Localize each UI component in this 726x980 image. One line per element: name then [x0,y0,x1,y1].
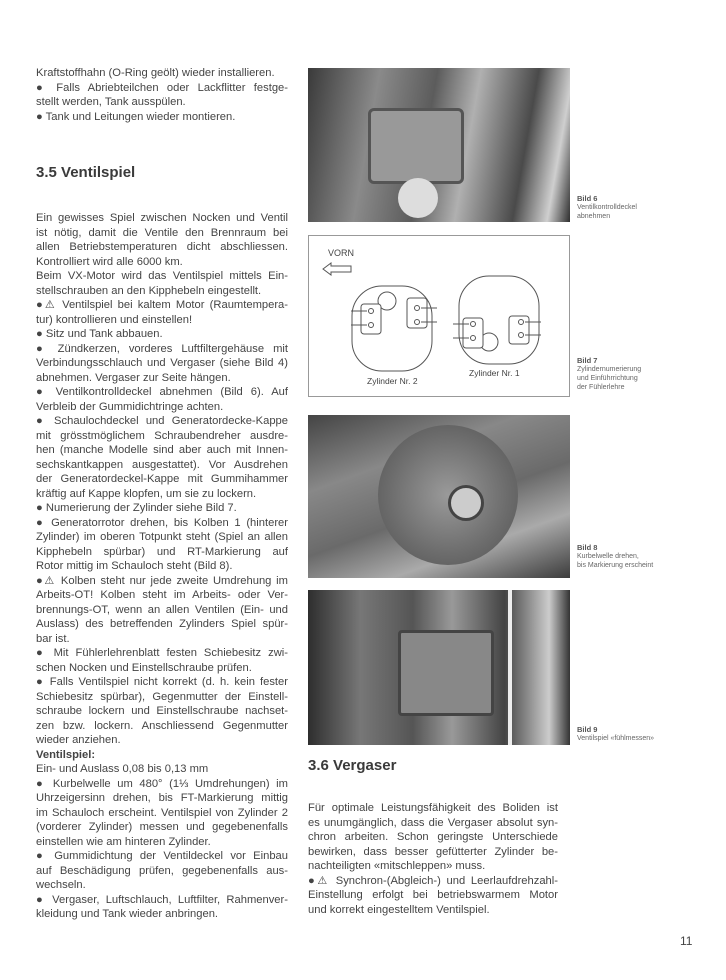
front-label: VORN [328,248,355,258]
photo-bild-8 [308,415,570,578]
text-line: kräftig auf Kappe klopfen, um sie zu lockern. [36,487,257,500]
text-line: nachteiligten «mitschleppen» muss. [308,860,486,872]
caption-bild-6 [577,194,637,221]
section-heading-ventilspiel: 3.5 Ventilspiel [36,164,136,181]
text-line: Ventilspiel: [36,748,96,761]
text-line: sechskantkappen ausgestattet). Vor Ausdrehen [36,458,288,471]
text-line: ● Ventilkontrolldeckel abnehmen (Bild 6). Auf [36,386,288,398]
text-line: Uhrzeigersinn drehen, bis FT-Markierung mittig [36,792,288,804]
caption-title: Bild 9 [577,725,598,734]
text-line: ● Vergaser, Luftschlauch, Luftfilter, Rahmenver- [36,893,288,906]
front-arrow-icon [323,263,351,275]
text-line: Verbleib der Gummidichtringe achten. [36,400,224,413]
text-line: mit grösstmöglichem Schraubendreher ausdre- [36,429,288,442]
text-line: Arbeits-OT! Kolben steht im Arbeits- oder Ver- [36,589,288,601]
caption-bild-7 [577,356,641,392]
caption-line: Ventilspiel «fühlmessen» [577,735,655,742]
text-line: ● Generatorrotor drehen, bis Kolben 1 (hinterer [36,516,288,529]
text-line: ●⚠ Kolben steht nur jede zweite Umdrehung im [36,574,288,587]
text-line: Beim VX-Motor wird das Ventilspiel mittels Ein- [36,270,288,282]
caption-line: der Fühlerlehre [577,384,625,391]
text-line: (vorderer Zylinder) messen und gegebenenfalls [36,821,288,833]
text-line: zen bzw. lockern. Anschliessend Gegenmutter [36,719,288,732]
text-line: ● Falls Abriebteilchen oder Lackflitter festge- [36,81,288,94]
diagram-bild-7 [308,235,570,397]
text-line: ●⚠ Synchron-(Abgleich-) und Leerlaufdrehzahl- [308,874,558,887]
text-line: ● Tank und Leitungen wieder montieren. [36,110,236,123]
text-line: Für optimale Leistungsfähigkeit des Boliden ist [308,802,558,814]
text-line: wechseln. [36,879,86,891]
caption-bild-9 [577,725,654,743]
ventilspiel-text [36,211,288,922]
text-line: hen (manche Modelle sind aber auch mit Innen- [36,444,288,456]
text-line: ● Gummidichtung der Ventildeckel vor Einbau [36,850,288,862]
caption-title: Bild 7 [577,356,598,365]
text-line: Auslass) des betreffenden Zylinders Spiel spür- [36,618,288,630]
text-line: stellt werden, Tank ausspülen. [36,96,186,108]
text-line: brennungs-OT, wenn an allen Ventilen (Ein- und [36,603,288,616]
text-line: kleidung und Tank wieder anbringen. [36,908,219,920]
text-line: chron arbeiten. Schon geringste Unterschiede [308,831,558,843]
text-line: ●⚠ Ventilspiel bei kaltem Motor (Raumtempera- [36,299,288,311]
text-line: stellschrauben an den Kipphebeln eingestellt. [36,284,262,297]
text-line: einstellen wie am hinteren Zylinder. [36,835,211,848]
caption-bild-8 [577,543,653,570]
text-line: und korrekt eingestelltem Ventilspiel. [308,903,490,916]
text-line: Zylinder) im oberen Totpunkt steht (Spiel an allen [36,531,288,543]
text-line: ● Falls Ventilspiel nicht korrekt (d. h. kein fester [36,676,288,688]
text-line: Einstellung erfolgt bei betriebswarmem Motor [308,889,558,901]
text-line: tur) kontrollieren und einstellen! [36,313,193,326]
text-line: allen Betriebstemperaturen dicht abschliessen. [36,241,288,253]
text-line: im Schauloch erscheint. Ventilspiel von Zylinder 2 [36,806,288,819]
caption-title: Bild 6 [577,194,598,203]
text-line: ist nötig, damit die Ventile den Brennraum bei [36,226,288,239]
text-line: Kraftstoffhahn (O-Ring geölt) wieder installieren. [36,67,275,79]
page-number: 11 [680,934,693,948]
text-line: ● Sitz und Tank abbauen. [36,328,163,340]
intro-text [36,66,288,124]
caption-line: Zylindernumerierung [577,366,642,373]
text-line: bewirken, dass besser gefütterter Zylinder be- [308,845,558,858]
caption-line: Kurbelwelle drehen, [577,553,639,560]
text-line: Schiebesitz spürbar), Gegenmutter der Einstell- [36,690,288,703]
cylinder-1-label: Zylinder Nr. 1 [469,368,520,378]
text-line: ● Numerierung der Zylinder siehe Bild 7. [36,502,237,514]
caption-title: Bild 8 [577,543,598,552]
text-line: ● Zündkerzen, vorderes Luftfiltergehäuse mit [36,342,288,355]
text-line: es unumgänglich, dass die Vergaser absolut syn- [308,816,558,829]
caption-line: und Einführrichtung [577,375,638,382]
photo-bild-9 [308,590,570,745]
cylinder-2-label: Zylinder Nr. 2 [367,376,418,386]
photo-bild-6 [308,68,570,222]
text-line: abnehmen. Vergaser zur Seite hängen. [36,371,231,384]
text-line: wieder anziehen. [36,734,121,746]
caption-line: bis Markierung erscheint [577,562,654,569]
text-line: Ein- und Auslass 0,08 bis 0,13 mm [36,763,209,775]
text-line: Kipphebeln spürbar) und RT-Markierung auf [36,545,288,558]
text-line: schraube lockern und Einstellschraube nachset- [36,705,288,717]
text-line: Rotor mittig im Schauloch steht (Bild 8). [36,560,233,572]
text-line: ● Kurbelwelle um 480° (1⅓ Umdrehungen) im [36,777,288,790]
section-heading-vergaser: 3.6 Vergaser [308,757,397,774]
caption-line: Ventilkontrolldeckel [577,204,637,211]
text-line: Ein gewisses Spiel zwischen Nocken und Ventil [36,212,288,224]
text-line: bar ist. [36,632,70,645]
text-line: ● Schaulochdeckel und Generatordecke-Kappe [36,415,288,427]
text-line: der Generatordeckel-Kappe mit Gummihammer [36,473,288,485]
caption-line: abnehmen [577,213,611,220]
text-line: auf Beschädigung prüfen, gegebenenfalls aus- [36,864,288,877]
cylinder-diagram [309,236,569,396]
text-line: Kontrolliert wird alle 6000 km. [36,255,183,268]
vergaser-text [308,801,558,917]
text-line: ● Mit Fühlerlehrenblatt festen Schiebesitz zwi- [36,647,288,659]
text-line: schen Nocken und Einstellschraube prüfen. [36,661,252,674]
text-line: Verbindungsschlauch und Vergaser (siehe Bild 4) [36,357,288,369]
